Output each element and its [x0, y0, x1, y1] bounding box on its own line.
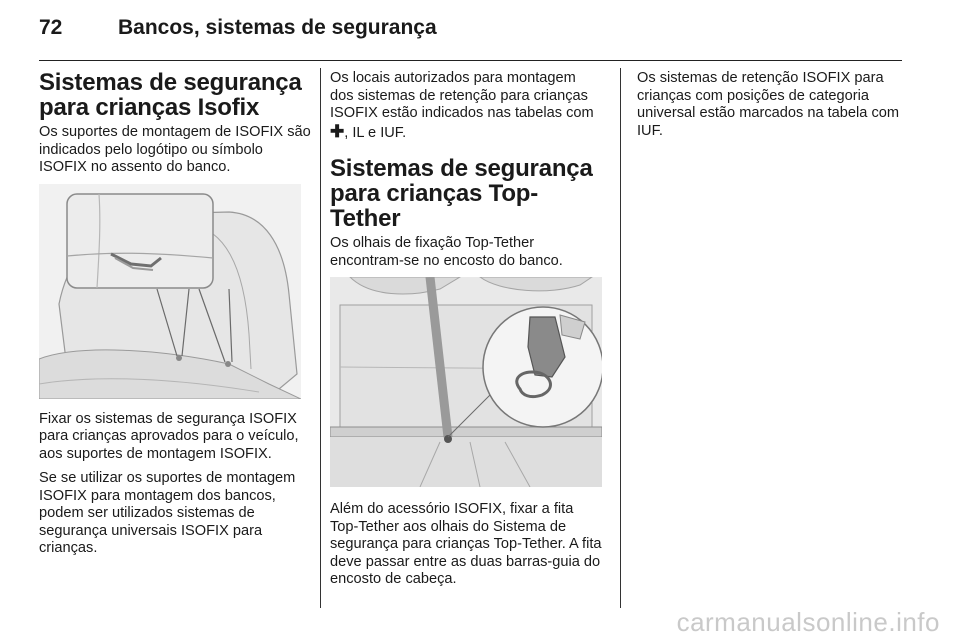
- column-divider-1: [320, 68, 321, 608]
- header-divider: [39, 60, 902, 61]
- column-3: [637, 70, 909, 147]
- top-tether-illustration: [330, 277, 602, 487]
- paragraph-isofix-fix: Fixar os sistemas de segurança ISOFIX para crianças aprovados para o veículo, aos suportes de montagem ISOFIX.: [39, 410, 299, 462]
- column-1: [39, 70, 311, 565]
- paragraph-isofix-intro: Os suportes de montagem de ISOFIX são indicados pelo logótipo ou símbolo ISOFIX no assento do banco.: [39, 124, 311, 175]
- section-heading-top-tether: Sistemas de segurança para crianças Top-Tether: [330, 155, 593, 232]
- paragraph-authorized-locations: Os locais autorizados para montagem dos sistemas de retenção para crianças ISOFIX estão indicados nas tabelas com ✚, IL e IUF.: [330, 70, 594, 141]
- column-divider-2: [620, 68, 621, 608]
- isofix-seat-illustration: [39, 184, 301, 399]
- paragraph-iuf-marking: Os sistemas de retenção ISOFIX para crianças com posições de categoria universal estão marcados na tabela com IUF.: [637, 70, 900, 139]
- page-header: [0, 0, 960, 62]
- page-number: 72: [39, 16, 63, 39]
- watermark: carmanualsonline.info: [676, 607, 940, 637]
- paragraph-top-tether-fix: Além do acessório ISOFIX, fixar a fita Top-Tether aos olhais do Sistema de segurança para crianças Top-Tether. A fita deve passar entre as duas barras-guia do encosto de cabeça.: [330, 501, 602, 587]
- paragraph-top-tether-location: Os olhais de fixação Top-Tether encontram-se no encosto do banco.: [330, 235, 563, 269]
- paragraph-isofix-universal: Se se utilizar os suportes de montagem ISOFIX para montagem dos bancos, podem ser utilizados sistemas de segurança universais ISOFIX para crianças.: [39, 470, 296, 556]
- column-2: [330, 70, 602, 596]
- section-heading-isofix: Sistemas de segurança para crianças Isofix: [39, 69, 302, 121]
- plus-icon: ✚: [330, 121, 345, 141]
- chapter-title: Bancos, sistemas de segurança: [118, 16, 437, 39]
